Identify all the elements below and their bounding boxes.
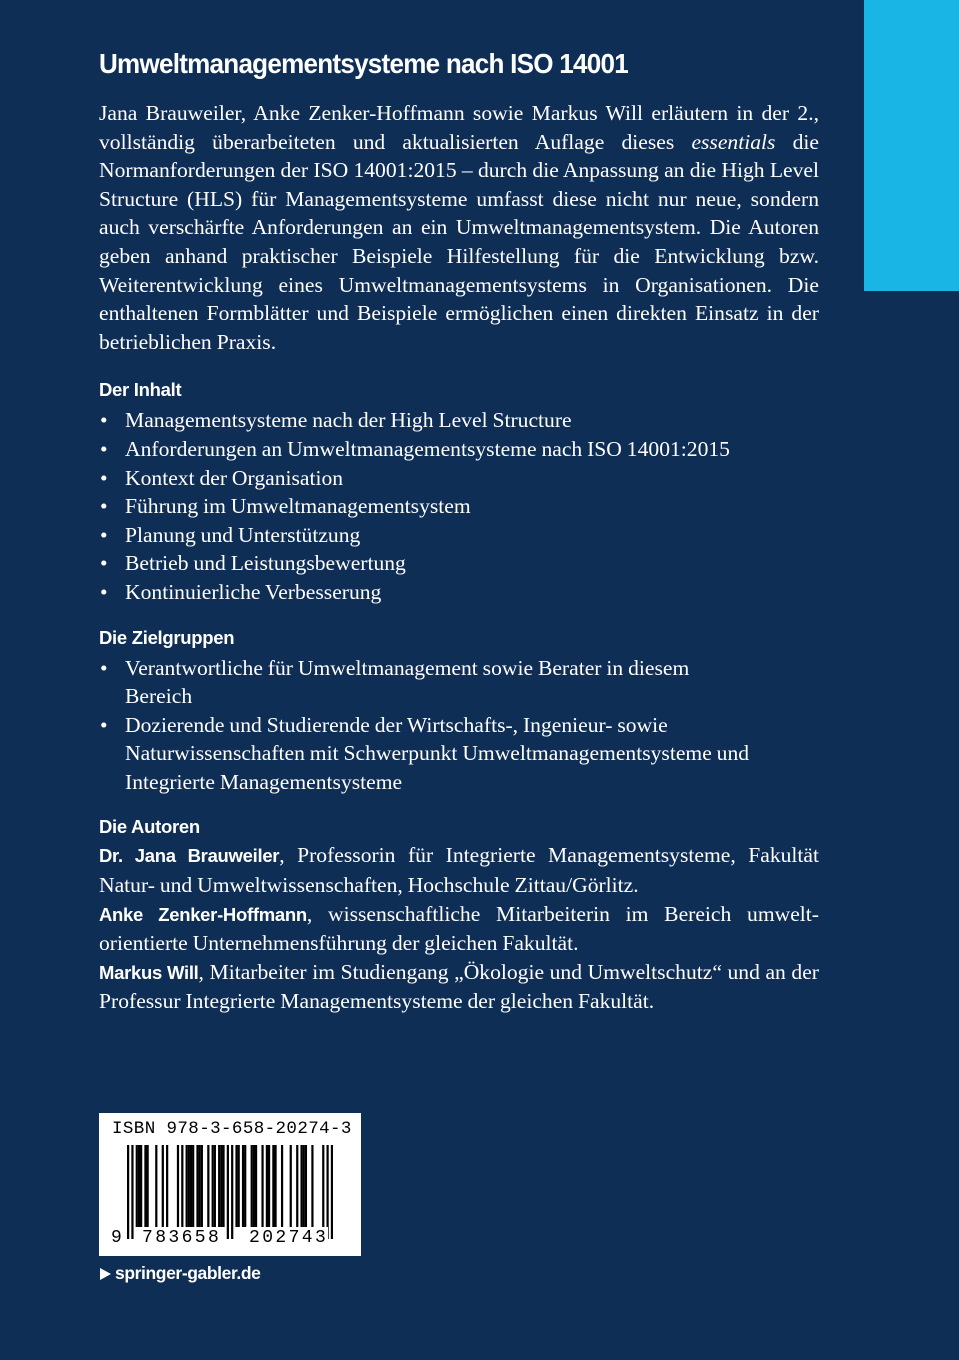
barcode-bar — [190, 1145, 192, 1227]
isbn-barcode — [99, 1113, 361, 1256]
zielgruppen-heading: Die Zielgruppen — [99, 626, 235, 648]
barcode-bar — [207, 1145, 209, 1227]
author-description: , Mitarbeiter im Studiengang „Ökologie und Umweltschutz“ und an der Professur Integrierte Managementsysteme der gleichen Fakultät. — [99, 959, 819, 1014]
list-item — [99, 711, 805, 797]
bullet-icon: • — [100, 436, 108, 461]
barcode-bar — [136, 1145, 138, 1227]
barcode-bar — [140, 1145, 142, 1227]
barcode-bar — [300, 1145, 302, 1227]
barcode-bar — [322, 1145, 324, 1227]
barcode-bar — [186, 1145, 188, 1227]
list-item-text: Kontext der Organisation — [125, 465, 344, 490]
intro-text-2: die Normanforderungen der ISO 14001:2015 – durch die Anpassung an die High Level Structure (HLS) für Managementsysteme umfasst diese nicht nur neue, sondern auch verschärfte Anforderungen an ein Umweltmanagementsystem. Die Autoren geben anhand praktischer Beispiele Hilfestellung für die Entwicklung bzw. Weiterentwicklung eines Umweltmanagementsystems in Organisationen. Die enthaltenen Formblätter und Beispiele ermöglichen einen direkten Einsatz in der betrieblichen Praxis. — [99, 129, 819, 354]
barcode-bar — [212, 1145, 214, 1227]
list-item — [99, 654, 755, 711]
barcode-bar — [253, 1145, 255, 1227]
barcode-bar — [196, 1145, 198, 1227]
list-item-text: Verantwortliche für Umweltmanagement sowie Berater in diesem Bereich — [125, 655, 690, 709]
barcode-bar — [214, 1145, 216, 1227]
ean-right-group: 202743 — [249, 1228, 329, 1248]
accent-bar — [864, 0, 959, 291]
barcode-bar — [155, 1145, 157, 1227]
bullet-icon: • — [100, 551, 108, 576]
list-item — [99, 578, 819, 607]
barcode-bar — [238, 1145, 240, 1227]
autoren-heading: Die Autoren — [99, 816, 200, 838]
list-item — [99, 521, 819, 550]
list-item-text: Planung und Unterstützung — [125, 522, 361, 547]
barcode-bar — [251, 1145, 253, 1227]
website-text: springer-gabler.de — [115, 1263, 261, 1283]
bullet-icon: • — [100, 655, 108, 680]
list-item — [99, 406, 819, 435]
list-item — [99, 464, 819, 493]
barcode-bar — [166, 1145, 168, 1227]
barcode-bar — [244, 1145, 246, 1227]
barcode-bars — [127, 1145, 333, 1239]
barcode-bar — [235, 1145, 237, 1227]
inhalt-list — [99, 406, 819, 606]
barcode-bar — [290, 1145, 292, 1227]
barcode-bar — [281, 1145, 283, 1227]
barcode-bar — [311, 1145, 313, 1227]
list-item-text: Betrieb und Leistungsbewertung — [125, 551, 406, 576]
isbn-label: ISBN 978-3-658-20274-3 — [112, 1119, 352, 1139]
barcode-bar — [201, 1145, 203, 1227]
barcode-bar — [303, 1145, 305, 1227]
barcode-bar — [218, 1145, 220, 1227]
bullet-icon: • — [100, 579, 108, 604]
barcode-bar — [331, 1145, 333, 1239]
bullet-icon: • — [100, 522, 108, 547]
barcode-bar — [272, 1145, 274, 1227]
barcode-bar — [274, 1145, 276, 1227]
barcode-bar — [261, 1145, 263, 1227]
list-item — [99, 435, 819, 464]
author-name: Dr. Jana Brauweiler — [99, 845, 280, 867]
barcode-bar — [222, 1145, 224, 1227]
author-description: , Professorin für Integrierte Managementsysteme, Fakultät Natur- und Umweltwissenschaften, Hochschule Zittau/Görlitz. — [99, 843, 819, 898]
barcode-bar — [162, 1145, 164, 1227]
barcode-bar — [266, 1145, 268, 1227]
intro-italic-term: essentials — [691, 129, 776, 154]
barcode-bar — [144, 1145, 146, 1227]
barcode-bar — [177, 1145, 179, 1227]
intro-paragraph — [99, 99, 819, 356]
intro-text-1: Jana Brauweiler, Anke Zenker-Hoffmann sowie Markus Will erläutern in der 2., vollständig überarbeiteten und aktualisierten Auflage dieses — [99, 101, 819, 154]
barcode-bar — [242, 1145, 244, 1227]
bullet-icon: • — [100, 465, 108, 490]
inhalt-heading: Der Inhalt — [99, 379, 182, 401]
list-item-text: Dozierende und Studierende der Wirtschafts-, Ingenieur- sowie Naturwissenschaften mit Schwerpunkt Umweltmanagementsysteme und Integrierte Managementsysteme — [125, 712, 750, 794]
barcode-bar — [255, 1145, 257, 1227]
barcode-bar — [220, 1145, 222, 1227]
barcode-bar — [326, 1145, 328, 1239]
barcode-bar — [296, 1145, 298, 1227]
barcode-bar — [138, 1145, 140, 1227]
barcode-bar — [127, 1145, 129, 1239]
author-name: Markus Will — [99, 961, 199, 983]
zielgruppen-list — [99, 654, 819, 797]
ean-first-digit: 9 — [111, 1228, 122, 1248]
barcode-bar — [305, 1145, 307, 1227]
website-link[interactable] — [100, 1261, 260, 1285]
author-description: , wissenschaftliche Mitarbeiterin im Bereich umweltorientierte Unternehmensführung der gleichen Fakultät. — [99, 901, 819, 956]
book-title: Umweltmanagementsysteme nach ISO 14001 — [99, 48, 628, 79]
barcode-bar — [147, 1145, 149, 1227]
list-item-text: Führung im Umweltmanagementsystem — [125, 494, 471, 519]
back-cover-content — [99, 40, 819, 1016]
barcode-bar — [199, 1145, 201, 1227]
barcode-bar — [188, 1145, 190, 1227]
bullet-icon: • — [100, 494, 108, 519]
author-entry — [99, 958, 819, 1016]
barcode-bar — [131, 1145, 133, 1239]
author-name: Anke Zenker-Hoffmann — [99, 903, 307, 925]
bullet-icon: • — [100, 408, 108, 433]
barcode-bar — [227, 1145, 229, 1239]
bullet-icon: • — [100, 712, 108, 737]
list-item-text: Anforderungen an Umweltmanagementsysteme nach ISO 14001:2015 — [125, 436, 730, 461]
list-item-text: Kontinuierliche Verbesserung — [125, 579, 382, 604]
barcode-bar — [231, 1145, 233, 1239]
ean-left-group: 783658 — [142, 1228, 222, 1248]
author-entry — [99, 841, 819, 899]
author-list — [99, 841, 819, 1016]
barcode-bar — [181, 1145, 183, 1227]
arrow-right-icon — [100, 1268, 111, 1280]
author-entry — [99, 900, 819, 958]
barcode-bar — [268, 1145, 270, 1227]
barcode-bar — [192, 1145, 194, 1227]
list-item-text: Managementsysteme nach der High Level Structure — [125, 408, 572, 433]
list-item — [99, 492, 819, 521]
list-item — [99, 549, 819, 578]
